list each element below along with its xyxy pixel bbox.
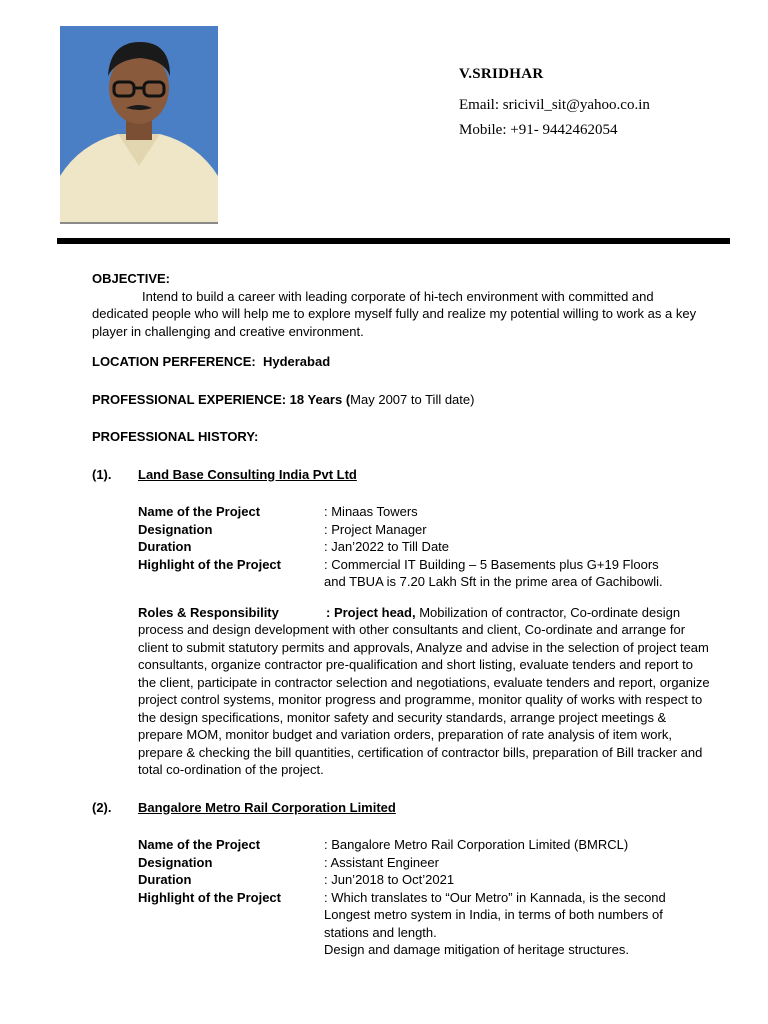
company-number: (1). <box>92 466 112 482</box>
detail-value: : Minaas Towers <box>324 504 418 519</box>
detail-label: Duration <box>138 539 192 554</box>
company-number: (2). <box>92 799 112 815</box>
detail-label: Designation <box>138 854 213 870</box>
detail-value: : Assistant Engineer <box>324 854 439 870</box>
email-text: Email: sricivil_sit@yahoo.co.in <box>459 97 650 113</box>
professional-experience <box>92 391 712 409</box>
detail-value: : Project Manager <box>324 521 427 537</box>
history-heading: PROFESSIONAL HISTORY: <box>92 429 259 444</box>
detail-row <box>138 556 712 591</box>
detail-value: : Commercial IT Building – 5 Basements plus G+19 Floors <box>324 556 659 572</box>
detail-label: Highlight of the Project <box>138 889 281 905</box>
detail-value-continued: and TBUA is 7.20 Lakh Sft in the prime area of Gachibowli. <box>324 574 663 589</box>
detail-label: Duration <box>138 872 192 887</box>
roles-label: Roles & Responsibility <box>138 604 279 620</box>
company-header <box>92 799 712 817</box>
resume-body <box>92 270 712 959</box>
mobile-text: Mobile: +91- 9442462054 <box>459 122 618 138</box>
objective-heading: OBJECTIVE: <box>92 271 171 286</box>
detail-value-group <box>324 556 712 591</box>
profile-photo <box>60 26 218 224</box>
detail-value: : Bangalore Metro Rail Corporation Limited (BMRCL) <box>324 837 629 852</box>
company-name: Land Base Consulting India Pvt Ltd <box>138 466 357 482</box>
detail-value-continued: Design and damage mitigation of heritage structures. <box>324 942 629 957</box>
detail-row <box>138 538 712 556</box>
location-value: Hyderabad <box>262 354 331 369</box>
detail-row <box>138 889 712 959</box>
experience-label: PROFESSIONAL EXPERIENCE: 18 Years ( <box>92 391 351 407</box>
detail-value-continued: Longest metro system in India, in terms of both numbers of <box>324 907 663 922</box>
location-label: LOCATION PERFERENCE: <box>92 354 256 369</box>
roles-paragraph <box>138 604 712 779</box>
company-name: Bangalore Metro Rail Corporation Limited <box>138 799 396 815</box>
roles-text: Mobilization of contractor, Co-ordinate design process and design development with other consultants and client, Co-ordinate and arrange for client to submit statutory permits and approvals, Analyze and advise in the selection of project team consultants, organize contractor pre-qualification and short listing, evaluate tenders and report to the client, participate in contractor selection and negotiations, evaluate tenders and report, organize project control systems, monitor progress and programme, monitor quality of works with respect to the design specifications, monitor safety and security standards, arrange project meetings & prepare MOM, monitor budget and variation orders, preparation of rate analysis of item work, prepare & checking the bill quantities, certification of contractor bills, preparation of Bill tracker and total co-ordination of the project. <box>138 604 710 777</box>
header-divider <box>57 238 730 244</box>
company-header <box>92 466 712 484</box>
detail-label: Name of the Project <box>138 504 261 519</box>
location-preference <box>92 353 712 371</box>
detail-row <box>138 871 712 889</box>
detail-label: Designation <box>138 521 213 537</box>
detail-row <box>138 503 712 521</box>
detail-value: : Jan’2022 to Till Date <box>324 539 450 554</box>
person-portrait-icon <box>60 26 218 222</box>
detail-label: Highlight of the Project <box>138 556 281 572</box>
detail-value-continued: stations and length. <box>324 924 437 940</box>
detail-value-group <box>324 889 712 959</box>
objective-text: Intend to build a career with leading corporate of hi-tech environment with committed and dedicated people who will help me to explore myself fully and realize my potential willing to work as a key player in challenging and creative environment. <box>92 288 697 339</box>
detail-value: : Which translates to “Our Metro” in Kannada, is the second <box>324 889 666 905</box>
experience-value: May 2007 to Till date) <box>350 391 475 407</box>
detail-value: : Jun’2018 to Oct’2021 <box>324 872 455 887</box>
project-details <box>138 836 712 959</box>
detail-row <box>138 854 712 872</box>
detail-row <box>138 836 712 854</box>
contact-header <box>459 66 650 139</box>
detail-row <box>138 521 712 539</box>
project-details <box>138 503 712 779</box>
candidate-name: V.SRIDHAR <box>459 66 544 82</box>
roles-lead: : Project head, <box>326 604 416 620</box>
detail-label: Name of the Project <box>138 837 261 852</box>
